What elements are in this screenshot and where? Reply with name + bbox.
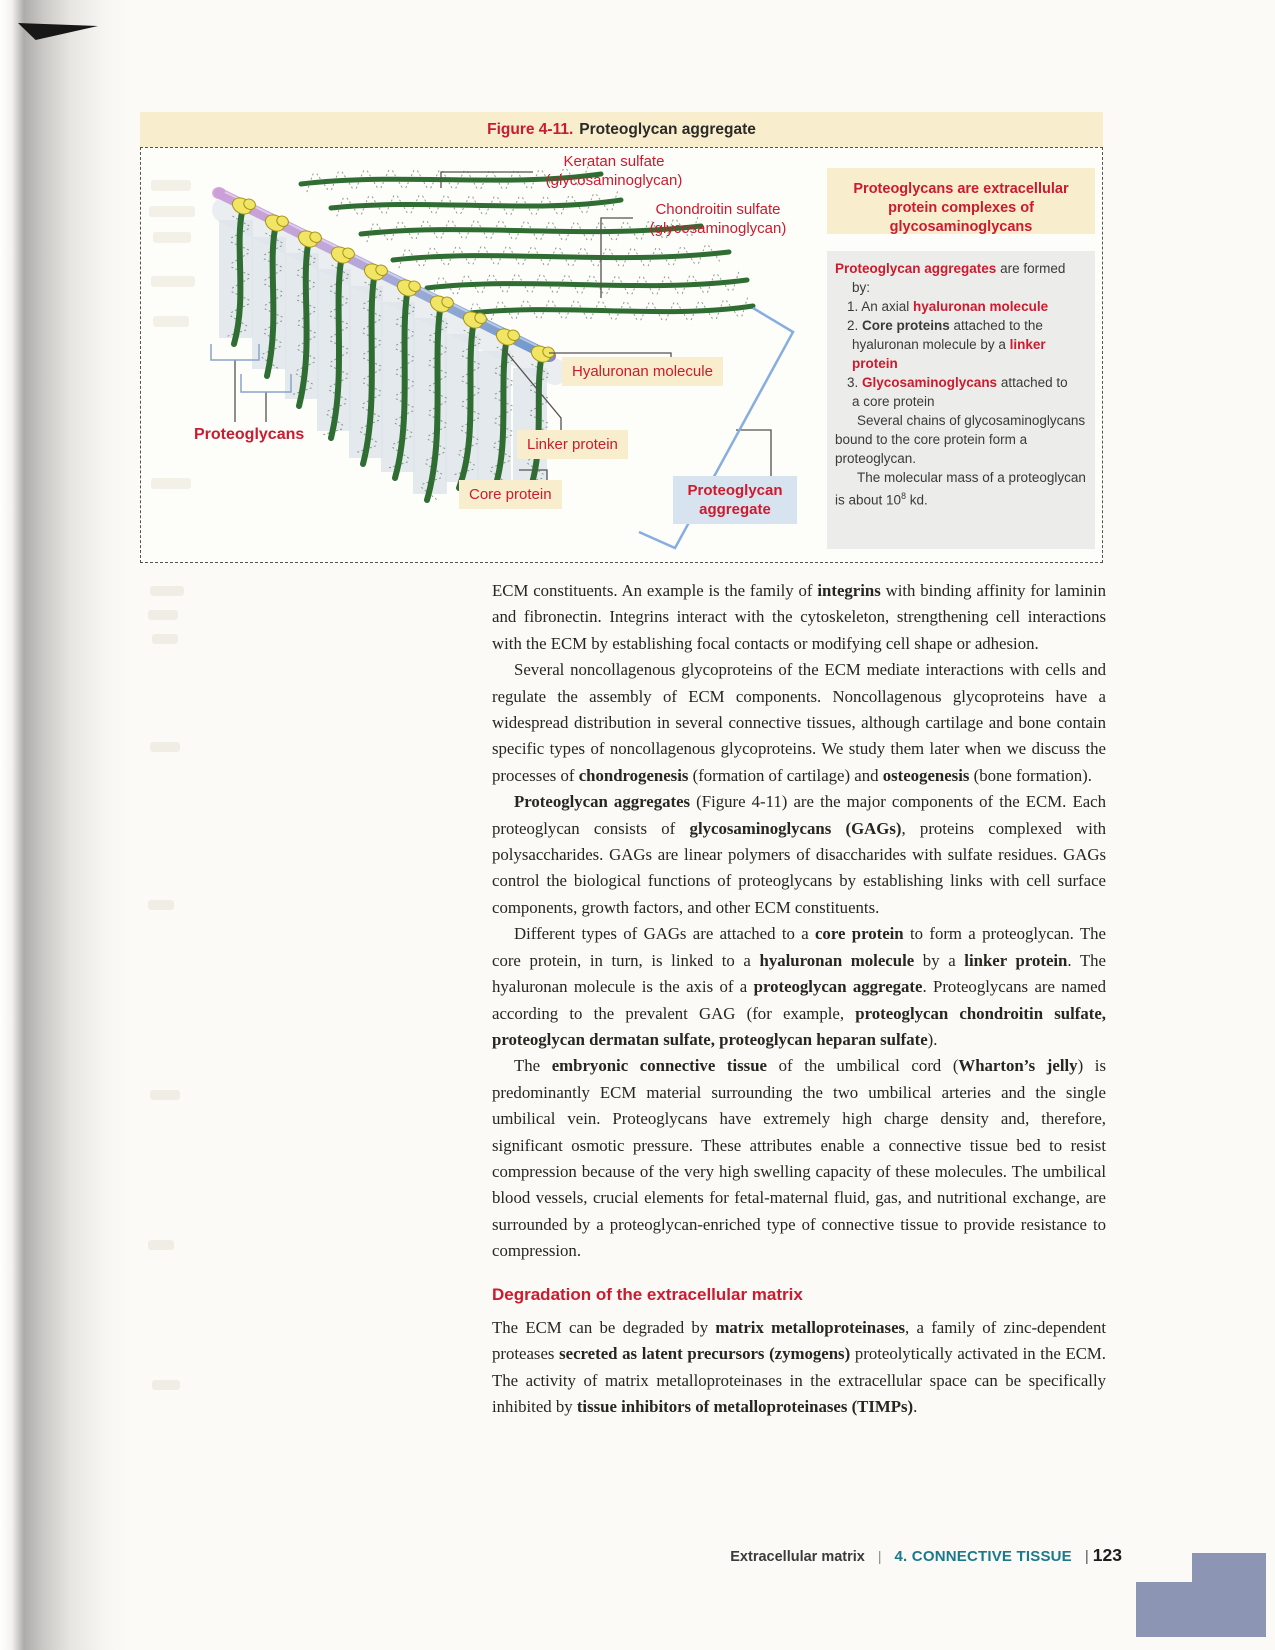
- book-spine-shadow: [0, 0, 130, 1650]
- chapter-corner-tab: [1192, 1553, 1266, 1637]
- label-proteoglycans: Proteoglycans: [194, 426, 305, 443]
- sidebar-line: bound to the core protein form a: [835, 432, 1028, 447]
- section-heading: Degradation of the extracellular matrix: [492, 1284, 803, 1304]
- sidebar-line: 3. Glycosaminoglycans attached to: [847, 375, 1068, 390]
- figure-box: [140, 147, 1103, 563]
- label-aggregate-line1: Proteoglycan: [687, 482, 783, 499]
- label-keratan-line1: Keratan sulfate: [563, 153, 665, 170]
- figure-4-11: [140, 112, 1103, 563]
- footer-separator: |: [877, 1548, 882, 1564]
- sidebar-body: [827, 251, 1095, 549]
- label-aggregate-line2: aggregate: [699, 501, 771, 518]
- footer-separator: |: [1084, 1548, 1089, 1565]
- sidebar-line: hyaluronan molecule by a linker: [852, 337, 1046, 352]
- page-showthrough: [150, 586, 184, 596]
- sidebar-line: Several chains of glycosaminoglycans: [857, 413, 1086, 428]
- figure-caption: Proteoglycan aggregate: [579, 120, 756, 138]
- sidebar-line: The molecular mass of a proteoglycan: [857, 470, 1086, 485]
- page-showthrough: [148, 610, 178, 620]
- page-showthrough: [148, 900, 174, 910]
- sidebar-line: proteoglycan.: [835, 451, 917, 466]
- figure-title: [140, 112, 1103, 147]
- label-proteoglycan-aggregate: [673, 476, 797, 524]
- label-keratan-line2: (glycosaminoglycan): [545, 172, 683, 189]
- body-paragraph: The ECM can be degraded by matrix metalloproteinases, a family of zinc-dependent proteases secreted as latent precursors (zymogens) proteolytically activated in the ECM. The activity of matrix metalloproteinases in the extracellular space can be specifically inhibited by tissue inhibitors of metalloproteinases (TIMPs).: [492, 1317, 1106, 1417]
- sidebar-line: Proteoglycan aggregates are formed: [835, 261, 1066, 276]
- page-footer: [730, 1545, 1122, 1566]
- figure-number: Figure 4-11.: [487, 120, 574, 138]
- body-paragraph: Different types of GAGs are attached to a core protein to form a proteoglycan. The core protein, in turn, is linked to a hyaluronan molecule by a linker protein. The hyaluronan molecule is the axis of a proteoglycan aggregate. Proteoglycans are named according to the prevalent GAG (for example, proteoglycan chondroitin sulfate, proteoglycan dermatan sulfate, proteoglycan heparan sulfate).: [492, 924, 1107, 1049]
- label-linker-protein: Linker protein: [517, 430, 628, 459]
- body-paragraph: Proteoglycan aggregates (Figure 4-11) are the major components of the ECM. Each proteoglycan consists of glycosaminoglycans (GAGs), proteins complexed with polysaccharides. GAGs are linear polymers of disaccharides with sulfate residues. GAGs control the biological functions of proteoglycans by establishing links with cell surface components, growth factors, and other ECM constituents.: [492, 792, 1106, 917]
- footer-chapter-label: 4. CONNECTIVE TISSUE: [894, 1548, 1072, 1565]
- footer-section-label: Extracellular matrix: [730, 1549, 865, 1565]
- sidebar-heading: Proteoglycans are extracellular protein complexes of glycosaminoglycans: [827, 168, 1095, 234]
- label-keratan-sulfate: [529, 152, 699, 190]
- body-paragraph: Several noncollagenous glycoproteins of the ECM mediate interactions with cells and regulate the assembly of ECM components. Noncollagenous glycoproteins have a widespread distribution in several connective tissues, although cartilage and bone contain specific types of noncollagenous glycoproteins. We study them later when we discuss the processes of chondrogenesis (formation of cartilage) and osteogenesis (bone formation).: [492, 660, 1106, 785]
- body-text-column: [492, 578, 1106, 1421]
- page-number: 123: [1092, 1545, 1122, 1565]
- page-showthrough: [148, 1240, 174, 1250]
- label-chondroitin-line2: (glycosaminoglycan): [649, 220, 787, 237]
- label-core-protein: Core protein: [459, 480, 562, 509]
- body-paragraph: The embryonic connective tissue of the umbilical cord (Wharton’s jelly) is predominantly ECM material surrounding the two umbilical arteries and the single umbilical vein. Proteoglycans have extremely high charge density and, therefore, significant osmotic pressure. These attributes enable a connective tissue bed to resist compression because of the very high swelling capacity of these molecules. The umbilical blood vessels, crucial elements for fetal-maternal fluid, gas, and nutritional exchange, are surrounded by a proteoglycan-enriched type of connective tissue to provide resistance to compression.: [492, 1056, 1106, 1261]
- label-chondroitin-sulfate: [633, 200, 803, 238]
- page-showthrough: [152, 1380, 180, 1390]
- label-chondroitin-line1: Chondroitin sulfate: [655, 201, 781, 218]
- sidebar-line: protein: [852, 356, 898, 371]
- page-showthrough: [152, 634, 178, 644]
- body-paragraph: ECM constituents. An example is the family of integrins with binding affinity for laminin and fibronectin. Integrins interact with the cytoskeleton, strengthening cell interactions with the ECM by establishing focal contacts or modifying cell shape or adhesion.: [492, 581, 1107, 653]
- sidebar-line: 2. Core proteins attached to the: [847, 318, 1043, 333]
- sidebar-line: 1. An axial hyaluronan molecule: [847, 299, 1049, 314]
- page-showthrough: [150, 1090, 180, 1100]
- sidebar-line: is about $10^8$ kd.: [835, 491, 928, 508]
- page-showthrough: [150, 742, 180, 752]
- sidebar-line: by:: [852, 280, 871, 295]
- chapter-corner-tab-step: [1136, 1582, 1193, 1637]
- label-hyaluronan-molecule: Hyaluronan molecule: [562, 357, 723, 386]
- sidebar-line: a core protein: [852, 394, 935, 409]
